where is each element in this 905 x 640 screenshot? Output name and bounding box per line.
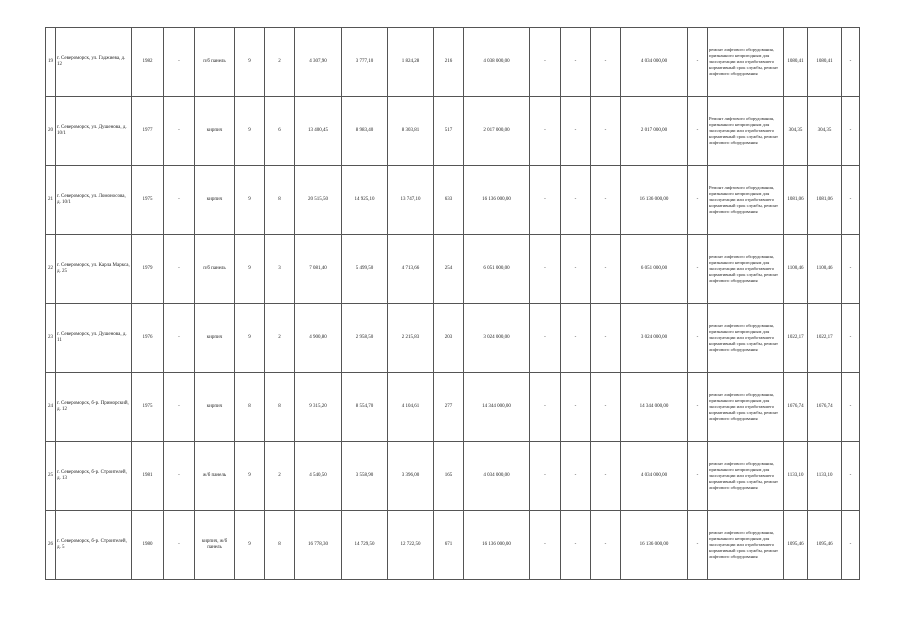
total-area-cell: 20 515,50 (295, 166, 342, 235)
federal-funds-cell: - (530, 28, 561, 97)
federal-funds-cell: - (530, 373, 561, 442)
year-renovation-cell: - (164, 373, 195, 442)
row-number: 21 (46, 166, 56, 235)
work-type-cell: Ремонт лифтового оборудования, признанного непригодным для эксплуатации или отработавшего нормативный срок службы, ремонт лифтового оборудования (708, 166, 784, 235)
owners-funds-cell: 2 017 000,00 (621, 97, 688, 166)
local-funds-cell: - (591, 373, 621, 442)
regional-funds-cell: - (561, 97, 591, 166)
work-type-cell: Ремонт лифтового оборудования, признанного непригодным для эксплуатации или отработавшего нормативный срок службы, ремонт лифтового оборудования (708, 97, 784, 166)
federal-funds-cell: - (530, 166, 561, 235)
entrances-cell: 2 (265, 304, 295, 373)
unit-cost-cell: 1676,74 (784, 373, 808, 442)
year-renovation-cell: - (164, 97, 195, 166)
max-unit-cost-cell: 1080,41 (808, 28, 842, 97)
wall-material-cell: п/б панель (195, 28, 235, 97)
local-funds-cell: - (591, 97, 621, 166)
residents-cell: 633 (434, 166, 464, 235)
federal-funds-cell: - (530, 511, 561, 580)
federal-funds-cell: - (530, 304, 561, 373)
local-funds-cell: - (591, 442, 621, 511)
living-area-cell: 3 777,10 (342, 28, 388, 97)
total-area-cell: 13 400,45 (295, 97, 342, 166)
local-funds-cell: - (591, 511, 621, 580)
residents-cell: 517 (434, 97, 464, 166)
regional-funds-cell: - (561, 166, 591, 235)
table-row (46, 235, 860, 304)
row-number: 25 (46, 442, 56, 511)
premises-area-cell: 1 824,28 (388, 28, 434, 97)
year-built-cell: 1980 (132, 511, 164, 580)
total-cost-cell: 4 038 000,00 (464, 28, 530, 97)
regional-funds-cell: - (561, 442, 591, 511)
row-number: 19 (46, 28, 56, 97)
address-cell: г. Североморск, ул. Гаджиева, д. 12 (56, 28, 132, 97)
entrances-cell: 6 (265, 97, 295, 166)
other-funds-cell: - (688, 304, 708, 373)
total-cost-cell: 14 344 000,00 (464, 373, 530, 442)
max-unit-cost-cell: 1100,46 (808, 235, 842, 304)
work-type-cell: ремонт лифтового оборудования, признанного непригодным для эксплуатации или отработавшего нормативный срок службы, ремонт лифтового оборудования (708, 235, 784, 304)
address-cell: г. Североморск, ул. Душенова, д. 10/1 (56, 97, 132, 166)
residents-cell: 216 (434, 28, 464, 97)
year-renovation-cell: - (164, 28, 195, 97)
other-funds-cell: - (688, 373, 708, 442)
regional-funds-cell: - (561, 28, 591, 97)
floors-cell: 9 (235, 304, 265, 373)
year-built-cell: 1976 (132, 304, 164, 373)
regional-funds-cell: - (561, 373, 591, 442)
residents-cell: 254 (434, 235, 464, 304)
total-area-cell: 4 307,90 (295, 28, 342, 97)
living-area-cell: 8 983,40 (342, 97, 388, 166)
year-renovation-cell: - (164, 304, 195, 373)
living-area-cell: 8 554,70 (342, 373, 388, 442)
wall-material-cell: п/б панель (195, 235, 235, 304)
other-funds-cell: - (688, 442, 708, 511)
work-type-cell: ремонт лифтового оборудования, признанного непригодным для эксплуатации или отработавшего нормативный срок службы, ремонт лифтового оборудования (708, 442, 784, 511)
other-funds-cell: - (688, 166, 708, 235)
address-cell: г. Североморск, ул. Душенова, д. 11 (56, 304, 132, 373)
unit-cost-cell: 1080,41 (784, 28, 808, 97)
row-number: 20 (46, 97, 56, 166)
unit-cost-cell: 1100,46 (784, 235, 808, 304)
federal-funds-cell: - (530, 442, 561, 511)
residents-cell: 277 (434, 373, 464, 442)
year-renovation-cell: - (164, 511, 195, 580)
residents-cell: 671 (434, 511, 464, 580)
work-type-cell: ремонт лифтового оборудования, признанного непригодным для эксплуатации или отработавшего нормативный срок службы, ремонт лифтового оборудования (708, 511, 784, 580)
regional-funds-cell: - (561, 235, 591, 304)
unit-cost-cell: 304,35 (784, 97, 808, 166)
unit-cost-cell: 1022,17 (784, 304, 808, 373)
regional-funds-cell: - (561, 511, 591, 580)
total-area-cell: 7 081,40 (295, 235, 342, 304)
total-cost-cell: 6 051 000,00 (464, 235, 530, 304)
year-built-cell: 1982 (132, 28, 164, 97)
completion-cell: - (842, 373, 860, 442)
entrances-cell: 2 (265, 442, 295, 511)
address-cell: г. Североморск, б-р. Строителей, д. 5 (56, 511, 132, 580)
table-row (46, 304, 860, 373)
total-area-cell: 4 540,50 (295, 442, 342, 511)
max-unit-cost-cell: 1022,17 (808, 304, 842, 373)
living-area-cell: 5 499,50 (342, 235, 388, 304)
total-cost-cell: 16 136 000,00 (464, 511, 530, 580)
total-area-cell: 16 778,30 (295, 511, 342, 580)
wall-material-cell: кирпич, ж/б панель (195, 511, 235, 580)
address-cell: г. Североморск, б-р. Приморский, д. 12 (56, 373, 132, 442)
living-area-cell: 14 925,10 (342, 166, 388, 235)
entrances-cell: 2 (265, 28, 295, 97)
work-type-cell: ремонт лифтового оборудования, признанного непригодным для эксплуатации или отработавшего нормативный срок службы, ремонт лифтового оборудования (708, 373, 784, 442)
year-built-cell: 1975 (132, 166, 164, 235)
premises-area-cell: 12 722,50 (388, 511, 434, 580)
floors-cell: 9 (235, 97, 265, 166)
local-funds-cell: - (591, 304, 621, 373)
owners-funds-cell: 4 034 000,00 (621, 442, 688, 511)
living-area-cell: 3 558,90 (342, 442, 388, 511)
unit-cost-cell: 1081,06 (784, 166, 808, 235)
wall-material-cell: кирпич (195, 166, 235, 235)
entrances-cell: 8 (265, 373, 295, 442)
address-cell: г. Североморск, б-р. Строителей, д. 13 (56, 442, 132, 511)
year-built-cell: 1981 (132, 442, 164, 511)
table-row (46, 442, 860, 511)
owners-funds-cell: 16 136 000,00 (621, 511, 688, 580)
unit-cost-cell: 1133,10 (784, 442, 808, 511)
work-type-cell: ремонт лифтового оборудования, признанного непригодным для эксплуатации или отработавшего нормативный срок службы, ремонт лифтового оборудования (708, 304, 784, 373)
table-row (46, 373, 860, 442)
max-unit-cost-cell: 304,35 (808, 97, 842, 166)
floors-cell: 9 (235, 511, 265, 580)
wall-material-cell: кирпич (195, 373, 235, 442)
total-cost-cell: 16 136 000,00 (464, 166, 530, 235)
max-unit-cost-cell: 1676,74 (808, 373, 842, 442)
floors-cell: 9 (235, 166, 265, 235)
year-renovation-cell: - (164, 166, 195, 235)
local-funds-cell: - (591, 28, 621, 97)
premises-area-cell: 2 215,83 (388, 304, 434, 373)
entrances-cell: 8 (265, 166, 295, 235)
entrances-cell: 8 (265, 511, 295, 580)
year-built-cell: 1979 (132, 235, 164, 304)
floors-cell: 9 (235, 235, 265, 304)
floors-cell: 9 (235, 442, 265, 511)
year-built-cell: 1977 (132, 97, 164, 166)
capital-repair-table (45, 27, 860, 580)
total-cost-cell: 2 017 000,00 (464, 97, 530, 166)
premises-area-cell: 13 747,10 (388, 166, 434, 235)
wall-material-cell: кирпич (195, 97, 235, 166)
total-area-cell: 4 900,80 (295, 304, 342, 373)
wall-material-cell: кирпич (195, 304, 235, 373)
owners-funds-cell: 16 136 000,00 (621, 166, 688, 235)
premises-area-cell: 8 303,81 (388, 97, 434, 166)
local-funds-cell: - (591, 235, 621, 304)
entrances-cell: 3 (265, 235, 295, 304)
table-row (46, 97, 860, 166)
max-unit-cost-cell: 1095,46 (808, 511, 842, 580)
local-funds-cell: - (591, 166, 621, 235)
residents-cell: 203 (434, 304, 464, 373)
floors-cell: 9 (235, 28, 265, 97)
residents-cell: 165 (434, 442, 464, 511)
address-cell: г. Североморск, ул. Ломоносова, д. 10/1 (56, 166, 132, 235)
max-unit-cost-cell: 1081,06 (808, 166, 842, 235)
total-cost-cell: 4 034 000,00 (464, 442, 530, 511)
owners-funds-cell: 4 034 000,00 (621, 28, 688, 97)
floors-cell: 8 (235, 373, 265, 442)
owners-funds-cell: 14 344 000,00 (621, 373, 688, 442)
completion-cell: - (842, 28, 860, 97)
work-type-cell: ремонт лифтового оборудования, признанного непригодным для эксплуатации или отработавшего нормативный срок службы, ремонт лифтового оборудования (708, 28, 784, 97)
completion-cell: - (842, 442, 860, 511)
total-area-cell: 9 315,20 (295, 373, 342, 442)
year-built-cell: 1975 (132, 373, 164, 442)
other-funds-cell: - (688, 28, 708, 97)
premises-area-cell: 4 713,66 (388, 235, 434, 304)
total-cost-cell: 3 024 000,00 (464, 304, 530, 373)
max-unit-cost-cell: 1133,10 (808, 442, 842, 511)
completion-cell: - (842, 235, 860, 304)
address-cell: г. Североморск, ул. Карла Маркса, д. 25 (56, 235, 132, 304)
regional-funds-cell: - (561, 304, 591, 373)
year-renovation-cell: - (164, 442, 195, 511)
premises-area-cell: 3 396,00 (388, 442, 434, 511)
year-renovation-cell: - (164, 235, 195, 304)
row-number: 22 (46, 235, 56, 304)
premises-area-cell: 4 104,61 (388, 373, 434, 442)
living-area-cell: 2 958,50 (342, 304, 388, 373)
unit-cost-cell: 1095,46 (784, 511, 808, 580)
completion-cell: - (842, 511, 860, 580)
other-funds-cell: - (688, 97, 708, 166)
completion-cell: - (842, 97, 860, 166)
table-row (46, 28, 860, 97)
owners-funds-cell: 3 024 000,00 (621, 304, 688, 373)
table-row (46, 511, 860, 580)
row-number: 26 (46, 511, 56, 580)
row-number: 24 (46, 373, 56, 442)
completion-cell: - (842, 304, 860, 373)
table-row (46, 166, 860, 235)
federal-funds-cell: - (530, 235, 561, 304)
federal-funds-cell: - (530, 97, 561, 166)
other-funds-cell: - (688, 235, 708, 304)
wall-material-cell: ж/б панель (195, 442, 235, 511)
completion-cell: - (842, 166, 860, 235)
row-number: 23 (46, 304, 56, 373)
owners-funds-cell: 6 051 000,00 (621, 235, 688, 304)
other-funds-cell: - (688, 511, 708, 580)
living-area-cell: 14 729,50 (342, 511, 388, 580)
